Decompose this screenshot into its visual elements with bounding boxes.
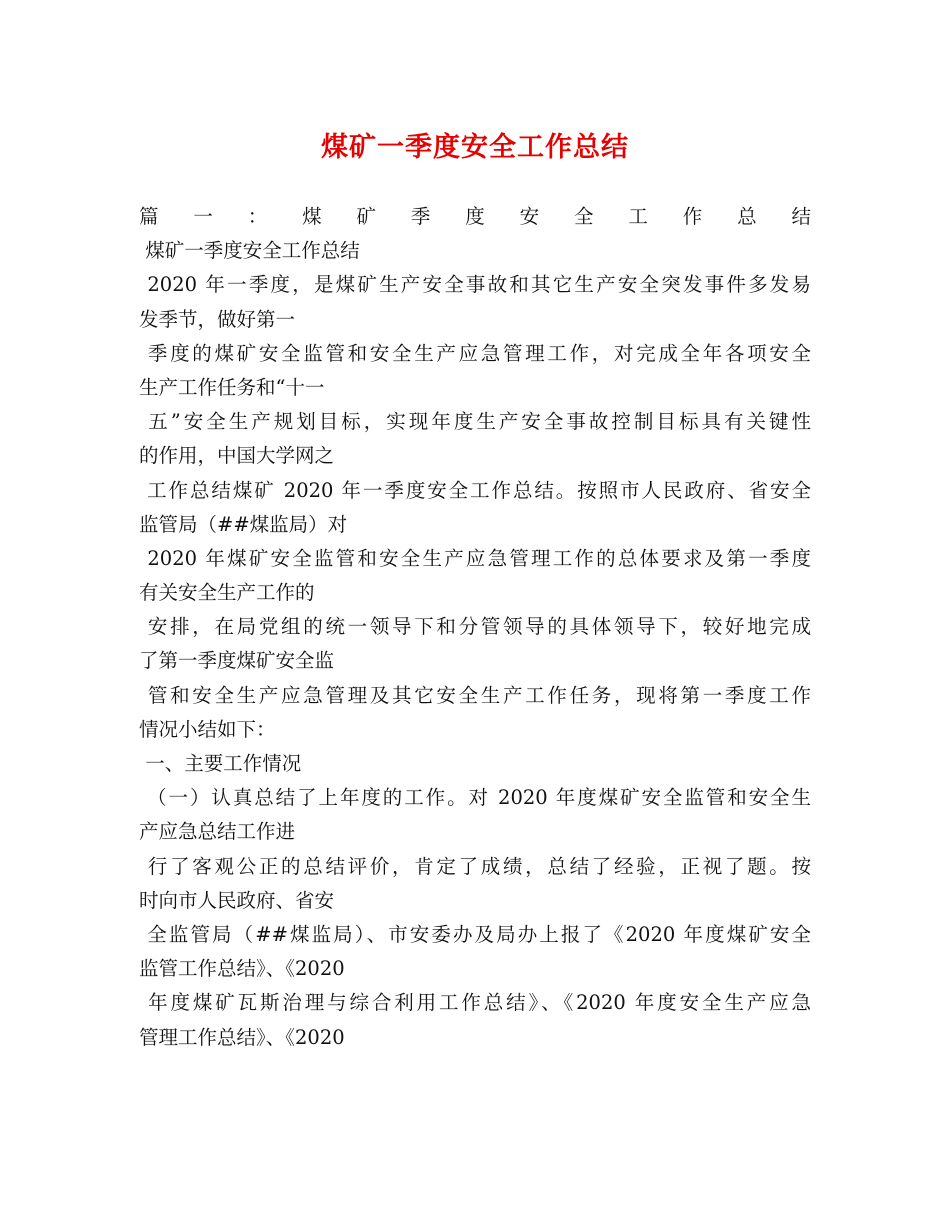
body-line: 2020 年一季度，是煤矿生产安全事故和其它生产安全突发事件多发易 (139, 273, 811, 297)
body-line: 时向市人民政府、省安 (139, 888, 335, 912)
section-heading: 一、主要工作情况 (139, 752, 302, 775)
body-line: 监管工作总结》、《2020 (139, 957, 345, 981)
body-line: 情况小结如下： (139, 717, 276, 741)
document-title: 煤矿一季度安全工作总结 (321, 132, 629, 163)
body-line: 管理工作总结》、《2020 (139, 1025, 345, 1049)
body-line: 管和安全生产应急管理及其它安全生产工作任务，现将第一季度工作 (139, 683, 811, 707)
body-line: 煤矿一季度安全工作总结 (139, 239, 360, 263)
body-line: 安排，在局党组的统一领导下和分管领导的具体领导下，较好地完成 (139, 615, 811, 639)
body-line: 年度煤矿瓦斯治理与综合利用工作总结》、《2020 年度安全生产应急 (139, 991, 811, 1015)
body-line: 生产工作任务和“十一 (139, 375, 325, 399)
body-line: 产应急总结工作进 (139, 820, 296, 844)
body-line: 全监管局（##煤监局）、市安委办及局办上报了《2020 年度煤矿安全 (139, 922, 811, 946)
body-line: 发季节，做好第一 (139, 307, 296, 331)
body-line: 的作用，中国大学网之 (139, 444, 335, 468)
body-line: 有关安全生产工作的 (139, 581, 315, 605)
body-line: （一）认真总结了上年度的工作。对 2020 年度煤矿安全监管和安全生 (139, 786, 811, 810)
body-line: 了第一季度煤矿安全监 (139, 649, 335, 673)
body-line: 工作总结煤矿 2020 年一季度安全工作总结。按照市人民政府、省安全 (139, 478, 811, 502)
body-line: 监管局（##煤监局）对 (139, 512, 348, 536)
body-line: 五”安全生产规划目标，实现年度生产安全事故控制目标具有关键性 (139, 410, 811, 434)
body-line: 2020 年煤矿安全监管和安全生产应急管理工作的总体要求及第一季度 (139, 546, 811, 570)
body-line: 篇一：煤矿季度安全工作总结 (139, 205, 811, 228)
body-line: 行了客观公正的总结评价，肯定了成绩，总结了经验，正视了题。按 (139, 854, 811, 878)
body-line: 季度的煤矿安全监管和安全生产应急管理工作，对完成全年各项安全 (139, 341, 811, 365)
document-body (139, 200, 811, 1055)
